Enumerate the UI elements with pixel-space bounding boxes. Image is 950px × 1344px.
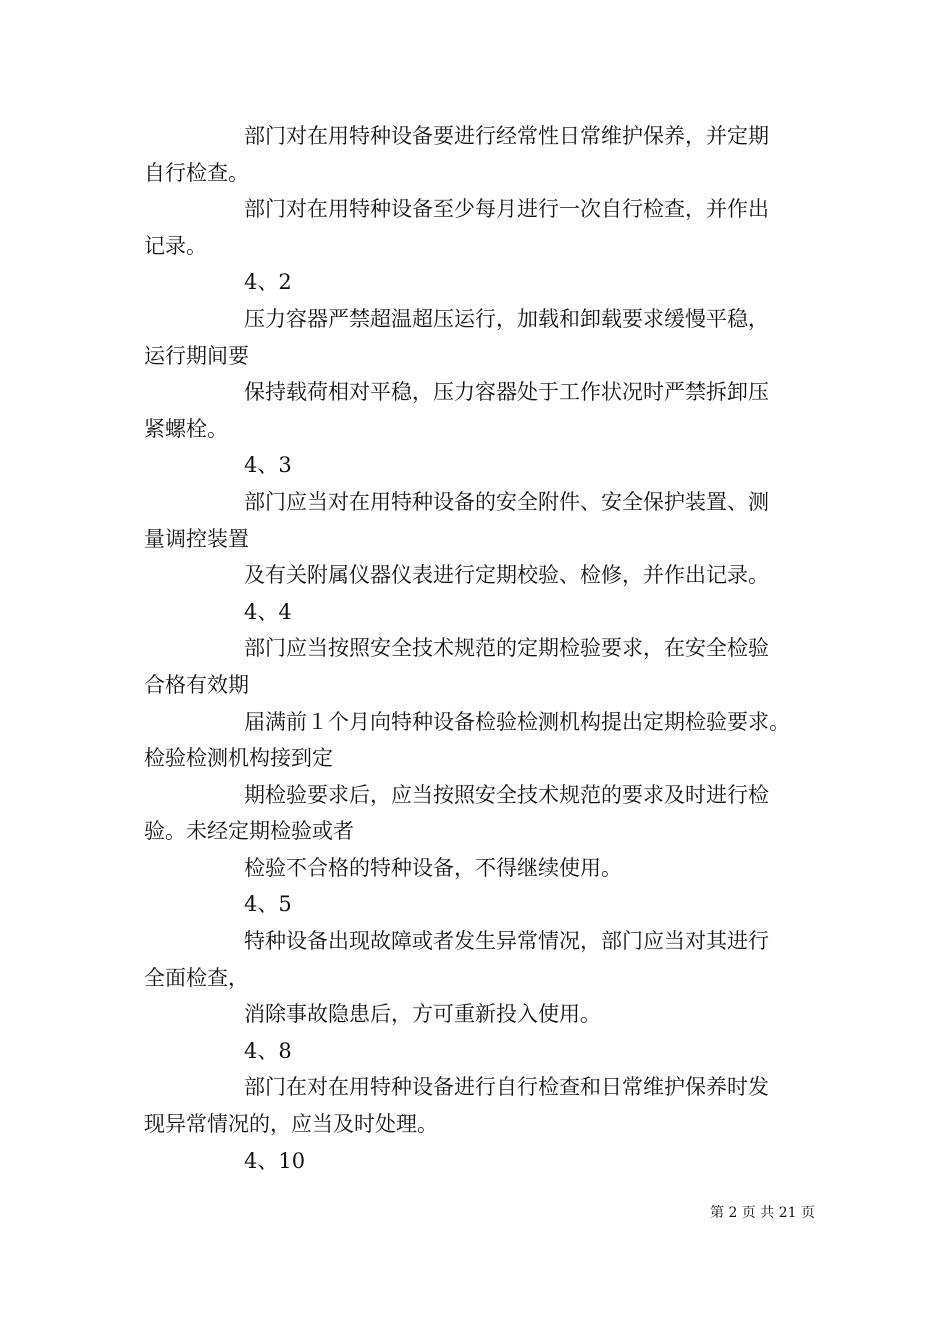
text-line: 全面检查， <box>144 965 249 990</box>
text-line: 4、5 <box>244 892 292 917</box>
text-line: 部门应当按照安全技术规范的定期检验要求，在安全检验 <box>244 636 769 661</box>
text-line: 部门对在用特种设备要进行经常性日常维护保养，并定期 <box>244 124 769 148</box>
text-line: 现异常情况的，应当及时处理。 <box>144 1112 438 1137</box>
text-line: 4、2 <box>244 270 292 295</box>
text-line: 保持载荷相对平稳，压力容器处于工作状况时严禁拆卸压 <box>244 380 769 405</box>
page-number-footer: 第 2 页 共 21 页 <box>710 1205 815 1221</box>
text-line: 4、3 <box>244 453 292 478</box>
text-line: 记录。 <box>144 233 207 258</box>
text-line: 验。未经定期检验或者 <box>144 819 354 844</box>
text-line: 部门在对在用特种设备进行自行检查和日常维护保养时发 <box>244 1075 769 1100</box>
text-line: 压力容器严禁超温超压运行，加载和卸载要求缓慢平稳， <box>244 306 769 331</box>
text-line: 消除事故隐患后，方可重新投入使用。 <box>244 1002 601 1027</box>
text-line: 检验不合格的特种设备，不得继续使用。 <box>244 855 622 880</box>
text-line: 部门应当对在用特种设备的安全附件、安全保护装置、测 <box>244 489 769 514</box>
text-line: 部门对在用特种设备至少每月进行一次自行检查，并作出 <box>244 197 769 222</box>
text-line: 届满前１个月向特种设备检验检测机构提出定期检验要求。 <box>244 709 790 734</box>
document-body <box>144 118 824 1179</box>
text-line: 及有关附属仪器仪表进行定期校验、检修，并作出记录。 <box>244 563 769 588</box>
text-line: 4、4 <box>244 599 292 624</box>
text-line: 检验检测机构接到定 <box>144 746 333 771</box>
text-line: 特种设备出现故障或者发生异常情况，部门应当对其进行 <box>244 929 769 954</box>
text-line: 期检验要求后，应当按照安全技术规范的要求及时进行检 <box>244 782 769 807</box>
text-line: 量调控装置 <box>144 526 249 551</box>
text-line: 4、8 <box>244 1038 292 1063</box>
text-line: 4、10 <box>244 1148 306 1173</box>
text-line: 紧螺栓。 <box>144 416 228 441</box>
text-line: 运行期间要 <box>144 343 249 368</box>
text-line: 自行检查。 <box>144 160 249 185</box>
text-line: 合格有效期 <box>144 672 249 697</box>
